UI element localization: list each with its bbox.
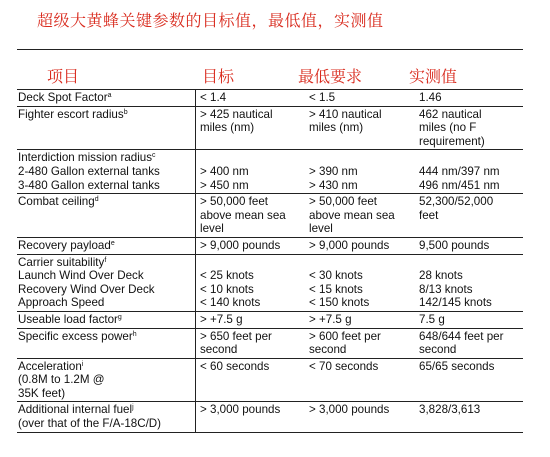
minimum-value (305, 328, 415, 358)
target-value-line: second (200, 343, 238, 357)
target-value-line: < 1.4 (200, 91, 227, 104)
row-label (17, 194, 196, 238)
measured-value-line: 1.46 (419, 91, 442, 104)
table-row (17, 358, 523, 402)
header-rule (17, 49, 523, 50)
footnote-marker: e (110, 239, 115, 247)
minimum-value-line: > +7.5 g (309, 312, 352, 326)
minimum-value (305, 402, 415, 432)
measured-value-line: 52,300/52,000 (419, 195, 494, 209)
footnote-marker: b (123, 108, 128, 116)
target-value-line: > 9,000 pounds (200, 238, 281, 252)
measured-value (415, 237, 523, 254)
table-row (17, 237, 523, 254)
target-value-line: < 10 knots (200, 282, 254, 296)
minimum-value-line: second (309, 343, 347, 357)
row-label (17, 358, 196, 402)
minimum-value-line: level (309, 222, 333, 236)
table-row (17, 402, 523, 432)
row-label-line: Additional internal fuel$^j$ (18, 403, 134, 417)
row-label-line: Specific excess power$^h$ (18, 329, 137, 343)
footnote-marker: c (152, 152, 156, 160)
minimum-value (305, 194, 415, 238)
measured-value-line: 444 nm/397 nm (419, 164, 500, 178)
row-label-line: 3-480 Gallon external tanks (18, 178, 160, 192)
minimum-value-line: < 150 knots (309, 296, 370, 310)
measured-value (415, 328, 523, 358)
footnote-marker: d (94, 196, 99, 204)
target-value (196, 150, 306, 194)
measured-value (415, 254, 523, 311)
target-value (196, 194, 306, 238)
target-value-line: > 650 feet per (200, 329, 272, 343)
row-label (17, 237, 196, 254)
measured-value-line: 462 nautical (419, 107, 482, 121)
footnote-marker: f (104, 256, 107, 264)
target-value-line: > 425 nautical (200, 107, 273, 121)
row-label-line: Recovery Wind Over Deck (18, 282, 155, 296)
header-target: 目标 (202, 67, 235, 86)
measured-value-line: 496 nm/451 nm (419, 178, 500, 192)
row-label-line: Combat ceiling$^d$ (18, 195, 99, 209)
spec-table (17, 89, 523, 433)
target-value (196, 311, 306, 328)
target-value (196, 106, 306, 150)
minimum-value (305, 150, 415, 194)
table-row (17, 106, 523, 150)
measured-value (415, 194, 523, 238)
footnote-marker: i (81, 360, 84, 368)
minimum-value-line: < 15 knots (309, 282, 363, 296)
row-label-line: Interdiction mission radius$^c$ (18, 151, 156, 165)
target-value-line (200, 256, 305, 270)
target-value-line: miles (nm) (200, 121, 255, 135)
target-value (196, 90, 306, 107)
minimum-value-line: < 1.5 (309, 91, 336, 104)
measured-value-line: requirement) (419, 134, 485, 148)
measured-value-line: 7.5 g (419, 312, 445, 326)
minimum-value-line: miles (nm) (309, 121, 364, 135)
target-value-line: < 140 knots (200, 296, 261, 310)
target-value-line: > 50,000 feet (200, 195, 269, 209)
table-row (17, 194, 523, 238)
footnote-marker: h (132, 330, 137, 338)
target-value-line: > 400 nm (200, 164, 249, 178)
target-value-line: > +7.5 g (200, 312, 243, 326)
target-value-line: > 450 nm (200, 178, 249, 192)
table-row (17, 254, 523, 311)
measured-value-line: 142/145 knots (419, 296, 492, 310)
table-row (17, 328, 523, 358)
measured-value-line: feet (419, 208, 439, 222)
row-label (17, 150, 196, 194)
measured-value (415, 311, 523, 328)
measured-value (415, 90, 523, 107)
header-item: 项目 (47, 67, 80, 86)
measured-value (415, 150, 523, 194)
row-label (17, 90, 196, 107)
footnote-marker: g (117, 313, 122, 321)
measured-value-line: 648/644 feet per (419, 329, 504, 343)
row-label-line: Fighter escort radius$^b$ (18, 107, 128, 121)
minimum-value-line: > 390 nm (309, 164, 358, 178)
measured-value (415, 402, 523, 432)
table-row (17, 150, 523, 194)
minimum-value-line: above mean sea (309, 208, 395, 222)
page-title: 超级大黄蜂关键参数的目标值，最低值，实测值 (37, 11, 384, 30)
measured-value-line: 3,828/3,613 (419, 403, 481, 417)
row-label (17, 311, 196, 328)
row-label (17, 254, 196, 311)
row-label (17, 328, 196, 358)
measured-value-line: miles (no F (419, 121, 477, 135)
minimum-value-line: < 30 knots (309, 269, 363, 283)
measured-value-line: 9,500 pounds (419, 238, 490, 252)
target-value-line: > 3,000 pounds (200, 403, 281, 417)
target-value (196, 358, 306, 402)
row-label-line: Deck Spot Factor$^a$ (18, 91, 112, 104)
measured-value-line: 8/13 knots (419, 282, 473, 296)
minimum-value-line: > 430 nm (309, 178, 358, 192)
row-label-line: Useable load factor$^g$ (18, 312, 122, 326)
row-label (17, 402, 196, 432)
minimum-value (305, 90, 415, 107)
measured-value (415, 358, 523, 402)
measured-value-line: second (419, 343, 457, 357)
target-value (196, 254, 306, 311)
row-label-line: Carrier suitability$^f$ (18, 255, 107, 269)
row-label-line: (0.8M to 1.2M @ (18, 373, 105, 387)
minimum-value-line: > 3,000 pounds (309, 403, 390, 417)
minimum-value (305, 237, 415, 254)
row-label-line: 35K feet) (18, 386, 66, 400)
row-label-line: Launch Wind Over Deck (18, 269, 144, 283)
target-value (196, 237, 306, 254)
minimum-value-line (309, 151, 415, 165)
row-label (17, 106, 196, 150)
minimum-value (305, 358, 415, 402)
minimum-value (305, 106, 415, 150)
row-label-line: 2-480 Gallon external tanks (18, 164, 160, 178)
target-value (196, 328, 306, 358)
measured-value-line (419, 151, 523, 165)
minimum-value-line: > 50,000 feet (309, 195, 378, 209)
row-label-line: Approach Speed (18, 296, 105, 310)
minimum-value-line: > 600 feet per (309, 329, 381, 343)
measured-value-line (419, 256, 523, 270)
row-label-line: Recovery payload$^e$ (18, 238, 115, 252)
footnote-marker: a (107, 92, 112, 99)
minimum-value-line: > 9,000 pounds (309, 238, 390, 252)
measured-value-line: 65/65 seconds (419, 359, 495, 373)
target-value-line (200, 151, 305, 165)
minimum-value (305, 311, 415, 328)
header-minimum: 最低要求 (298, 67, 363, 86)
minimum-value-line: < 70 seconds (309, 359, 379, 373)
minimum-value-line (309, 256, 415, 270)
target-value-line: < 60 seconds (200, 359, 270, 373)
target-value-line: level (200, 222, 224, 236)
measured-value-line: 28 knots (419, 269, 463, 283)
header-measured: 实测值 (409, 67, 458, 86)
target-value-line: < 25 knots (200, 269, 254, 283)
row-label-line: Acceleration$^i$ (18, 359, 84, 373)
target-value (196, 402, 306, 432)
target-value-line: above mean sea (200, 208, 286, 222)
footnote-marker: j (132, 404, 134, 412)
table-row (17, 90, 523, 107)
minimum-value (305, 254, 415, 311)
table-row (17, 311, 523, 328)
minimum-value-line: > 410 nautical (309, 107, 382, 121)
row-label-line: (over that of the F/A-18C/D) (18, 417, 162, 431)
measured-value (415, 106, 523, 150)
